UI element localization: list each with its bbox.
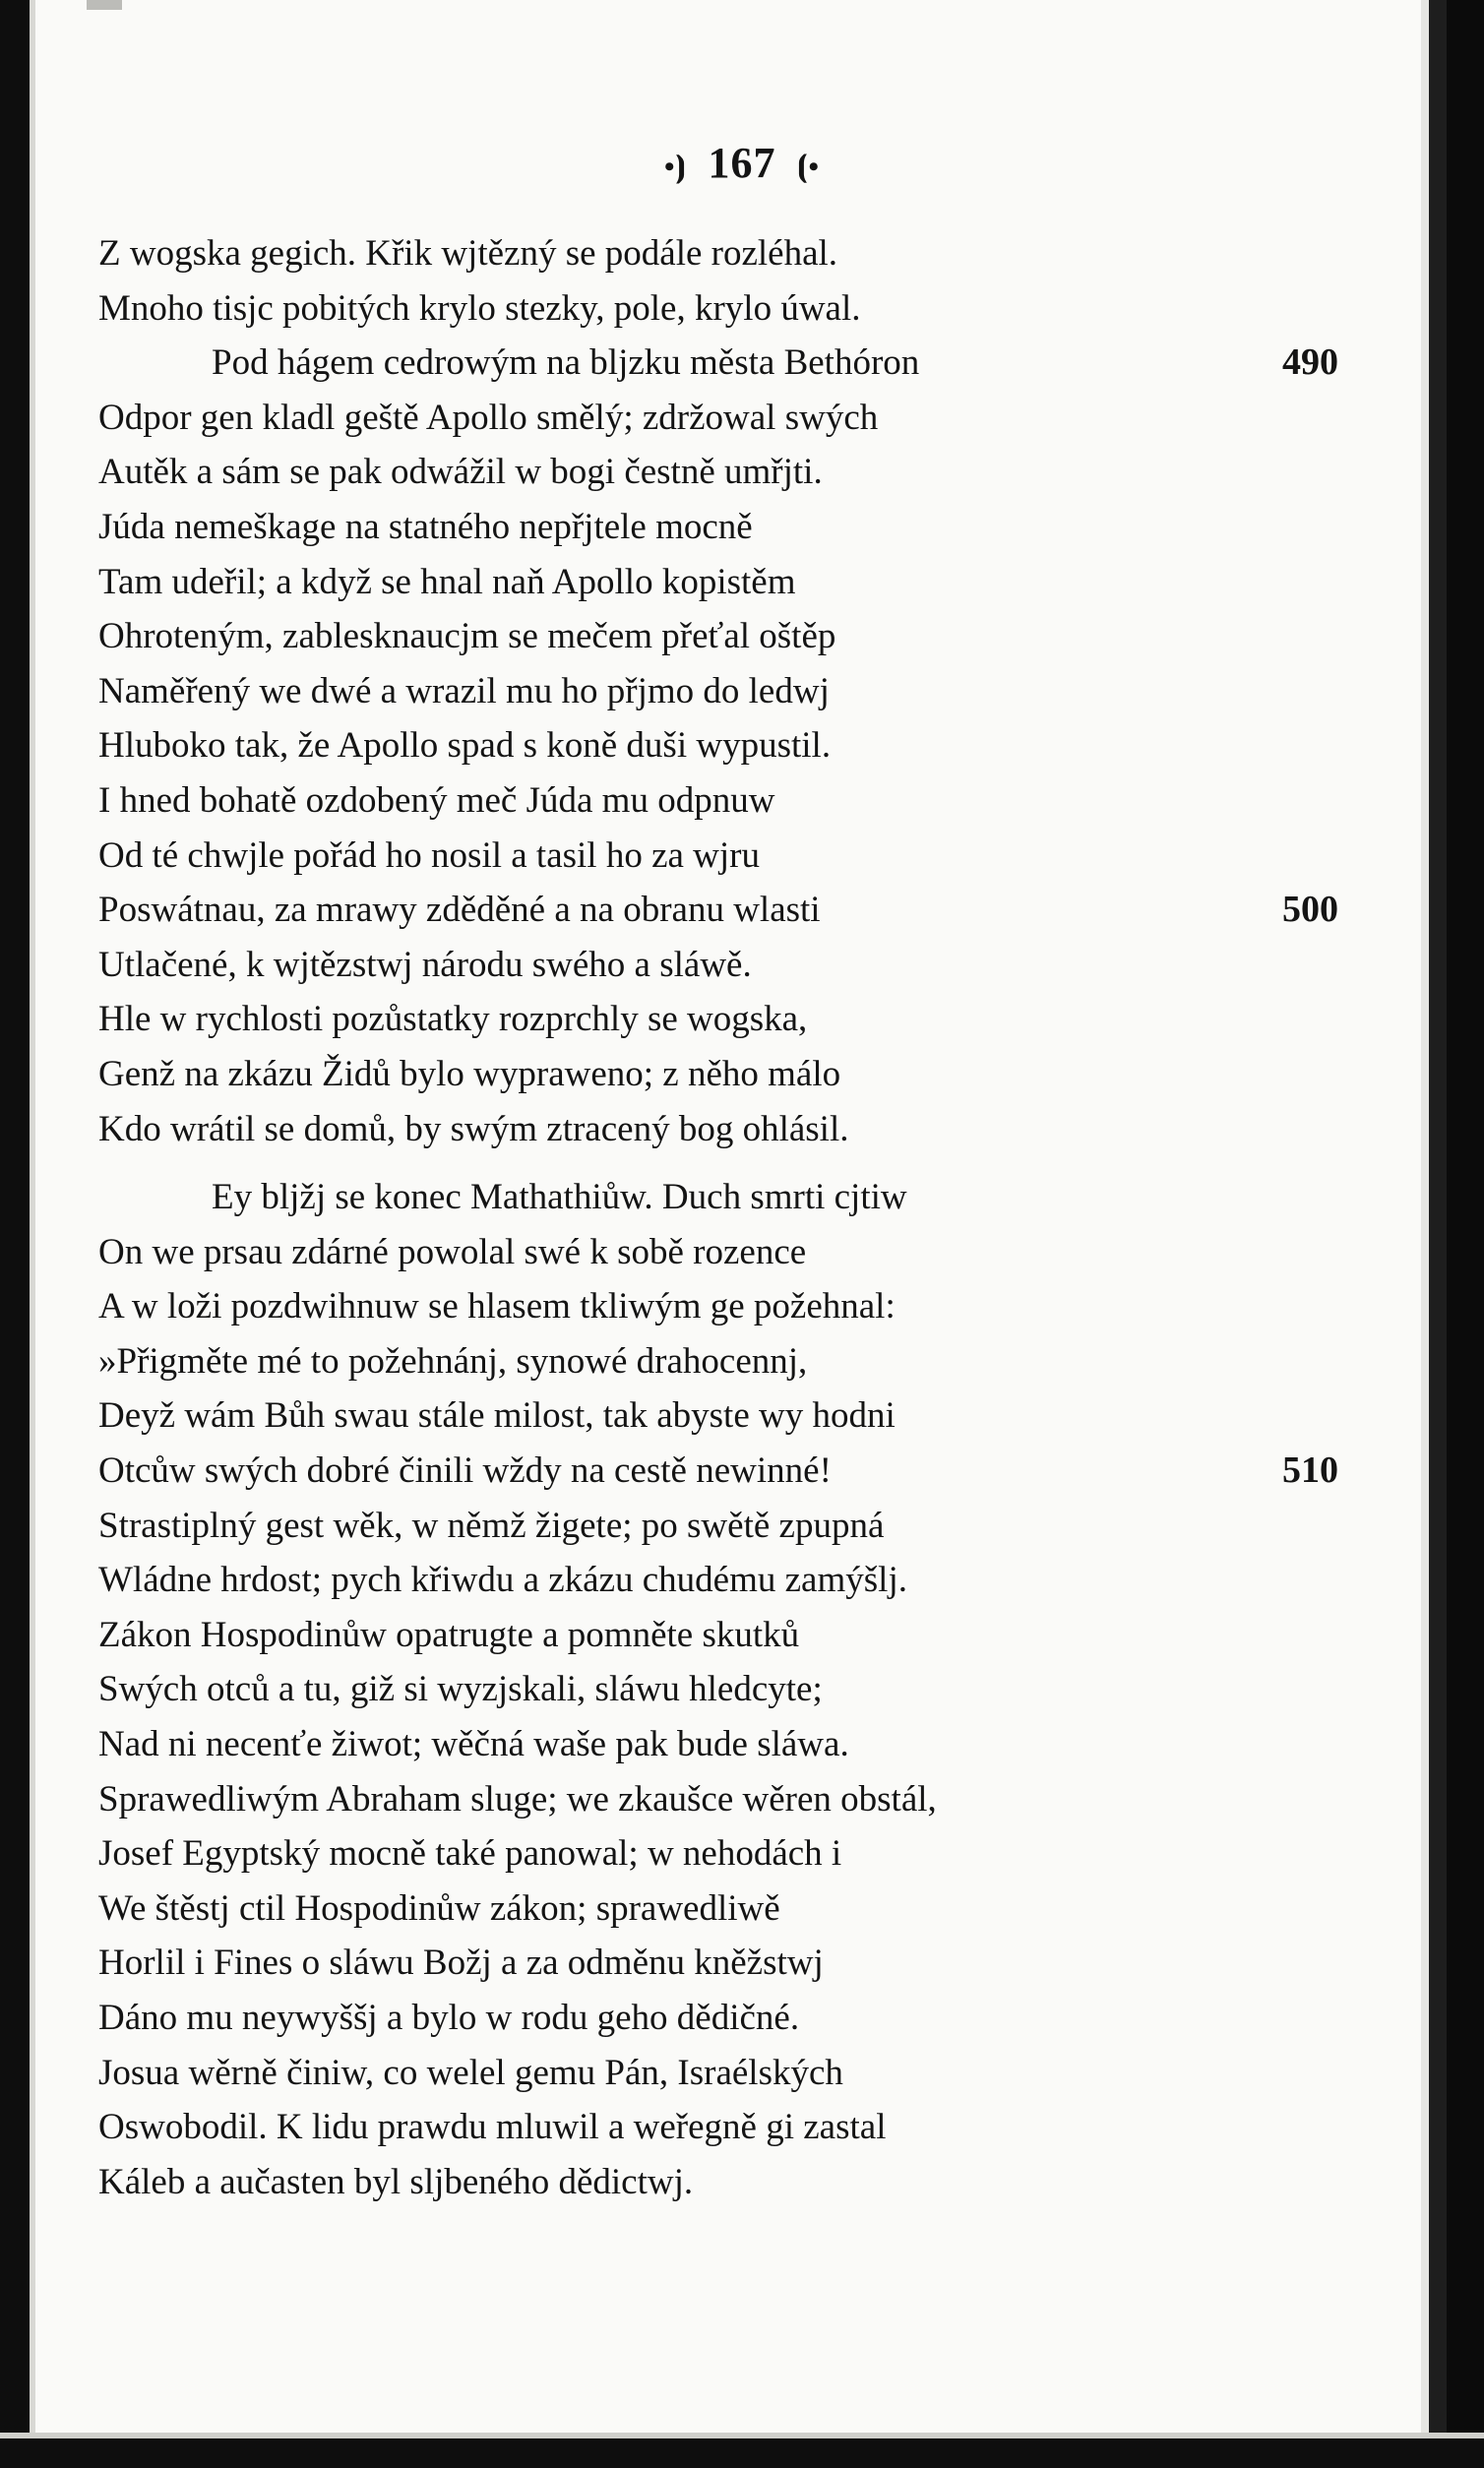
verse-line-text: On we prsau zdárné powolal swé k sobě rozence [98, 1231, 807, 1272]
verse-line-text: Deyž wám Bůh swau stále milost, tak abyste wy hodni [98, 1395, 896, 1437]
scan-right-stripe [1429, 0, 1447, 2468]
verse-line [98, 938, 1338, 993]
scan-bottom-border [0, 2438, 1484, 2468]
verse-line [98, 2155, 1338, 2210]
verse-line-text: Ohroteným, zablesknaucjm se mečem přeťal oštěp [98, 616, 836, 657]
verse-line [98, 1444, 1338, 1499]
verse-line [98, 336, 1338, 391]
verse-line [98, 1334, 1338, 1389]
scan-left-border [0, 0, 30, 2468]
verse-line-text: Poswátnau, za mrawy zděděné a na obranu wlasti [98, 890, 821, 931]
line-number: 510 [1282, 1450, 1338, 1492]
verse-line-text: A w loži pozdwihnuw se hlasem tkliwým ge požehnal: [98, 1286, 896, 1327]
verse-line [98, 1882, 1338, 1937]
verse-line [98, 1608, 1338, 1663]
verse-line [98, 883, 1338, 938]
verse-line-text: Naměřený we dwé a wrazil mu ho přjmo do ledwj [98, 670, 830, 711]
verse-line [98, 445, 1338, 500]
verse-line-text: We štěstj ctil Hospodinůw zákon; sprawedliwě [98, 1887, 780, 1929]
verse-line-text: Strastiplný gest wěk, w němž žigete; po swětě zpupná [98, 1505, 885, 1546]
header-ornament-right: ⦗• [797, 150, 820, 183]
verse-line [98, 281, 1338, 337]
verse-line-text: I hned bohatě ozdobený meč Júda mu odpnuw [98, 779, 775, 821]
verse-line-text: Josua wěrně činiw, co welel gemu Pán, Israélských [98, 2052, 843, 2093]
verse-line [98, 1662, 1338, 1717]
verse-line-text: Hluboko tak, že Apollo spad s koně duši wypustil. [98, 725, 832, 767]
verse-line-text: Ey bljžj se konec Mathathiůw. Duch smrti cjtiw [212, 1177, 907, 1218]
verse-line [98, 1936, 1338, 1991]
verse-line-text: Utlačené, k wjtězstwj národu swého a sláwě. [98, 944, 752, 985]
verse-line-text: Nad ni necenťe žiwot; wěčná waše pak bude sláwa. [98, 1724, 849, 1765]
verse-line [98, 555, 1338, 610]
verse-line [98, 992, 1338, 1047]
verse-line-text: Josef Egyptský mocně také panowal; w nehodách i [98, 1833, 842, 1875]
verse-line [98, 226, 1338, 281]
verse-line [98, 1102, 1338, 1157]
verse-line [98, 1772, 1338, 1827]
verse-line-text: Genž na zkázu Židů bylo wypraweno; z něho málo [98, 1053, 841, 1094]
verse-line [98, 1170, 1338, 1225]
verse-line [98, 773, 1338, 829]
verse-line [98, 2100, 1338, 2155]
verse-line [98, 500, 1338, 555]
page-header [0, 138, 1484, 188]
verse-line-text: Pod hágem cedrowým na bljzku města Bethóron [212, 342, 920, 384]
verse-line-text: Od té chwjle pořád ho nosil a tasil ho za wjru [98, 834, 760, 876]
verse-line-text: Autěk a sám se pak odwážil w bogi čestně umřjti. [98, 452, 823, 493]
verse-line [98, 1047, 1338, 1102]
verse-line-text: Káleb a aučasten byl sljbeného dědictwj. [98, 2161, 694, 2202]
verse-line-text: Zákon Hospodinůw opatrugte a pomněte skutků [98, 1614, 800, 1655]
verse-line-text: Swých otců a tu, giž si wyzjskali, sláwu hledcyte; [98, 1669, 823, 1710]
line-number: 490 [1282, 341, 1338, 384]
scan-left-margin-line [30, 0, 35, 2468]
verse-line [98, 609, 1338, 664]
verse-line [98, 1225, 1338, 1280]
verse-line-text: Hle w rychlosti pozůstatky rozprchly se wogska, [98, 999, 808, 1040]
verse-line-text: Odpor gen kladl geště Apollo smělý; zdržowal swých [98, 397, 879, 438]
verse-line-text: Wládne hrdost; pych křiwdu a zkázu chudému zamýšlj. [98, 1560, 907, 1601]
scan-corner-mark [87, 0, 122, 10]
verse-line [98, 718, 1338, 773]
scan-right-gap [1421, 0, 1429, 2468]
verse-line [98, 1991, 1338, 2046]
verse-line [98, 664, 1338, 719]
verse-line [98, 1553, 1338, 1608]
verse-line-text: Júda nemeškage na statného nepřjtele mocně [98, 506, 753, 547]
scan-right-border [1447, 0, 1484, 2468]
verse-line [98, 829, 1338, 884]
verse-line [98, 1279, 1338, 1334]
verse-line-text: Kdo wrátil se domů, by swým ztracený bog ohlásil. [98, 1108, 849, 1149]
verse-line [98, 2046, 1338, 2101]
page-number: 167 [708, 139, 776, 187]
verse-line [98, 1826, 1338, 1882]
verse-line-text: Dáno mu neywyššj a bylo w rodu geho dědičné. [98, 1998, 800, 2038]
verse-line-text: »Přigměte mé to požehnánj, synowé drahocennj, [98, 1340, 808, 1382]
verse-line-text: Mnoho tisjc pobitých krylo stezky, pole, krylo úwal. [98, 287, 861, 329]
verse-line-text: Tam udeřil; a když se hnal naň Apollo kopistěm [98, 561, 796, 602]
verse-line [98, 1717, 1338, 1772]
verse-line-text: Oswobodil. K lidu prawdu mluwil a weřegně gi zastal [98, 2107, 887, 2148]
verse-line [98, 1388, 1338, 1444]
verse-line-text: Horlil i Fines o sláwu Božj a za odměnu kněžstwj [98, 1943, 824, 1984]
line-number: 500 [1282, 889, 1338, 931]
verse-line-text: Sprawedliwým Abraham sluge; we zkaušce wěren obstál, [98, 1778, 937, 1820]
verse-line-text: Otcůw swých dobré činili wždy na cestě newinné! [98, 1450, 832, 1492]
verse-line [98, 1499, 1338, 1554]
poem-text-body [98, 226, 1338, 2209]
verse-line-text: Z wogska gegich. Křik wjtězný se podále rozléhal. [98, 233, 838, 274]
verse-line [98, 391, 1338, 446]
header-ornament-left: •⦘ [664, 150, 687, 183]
